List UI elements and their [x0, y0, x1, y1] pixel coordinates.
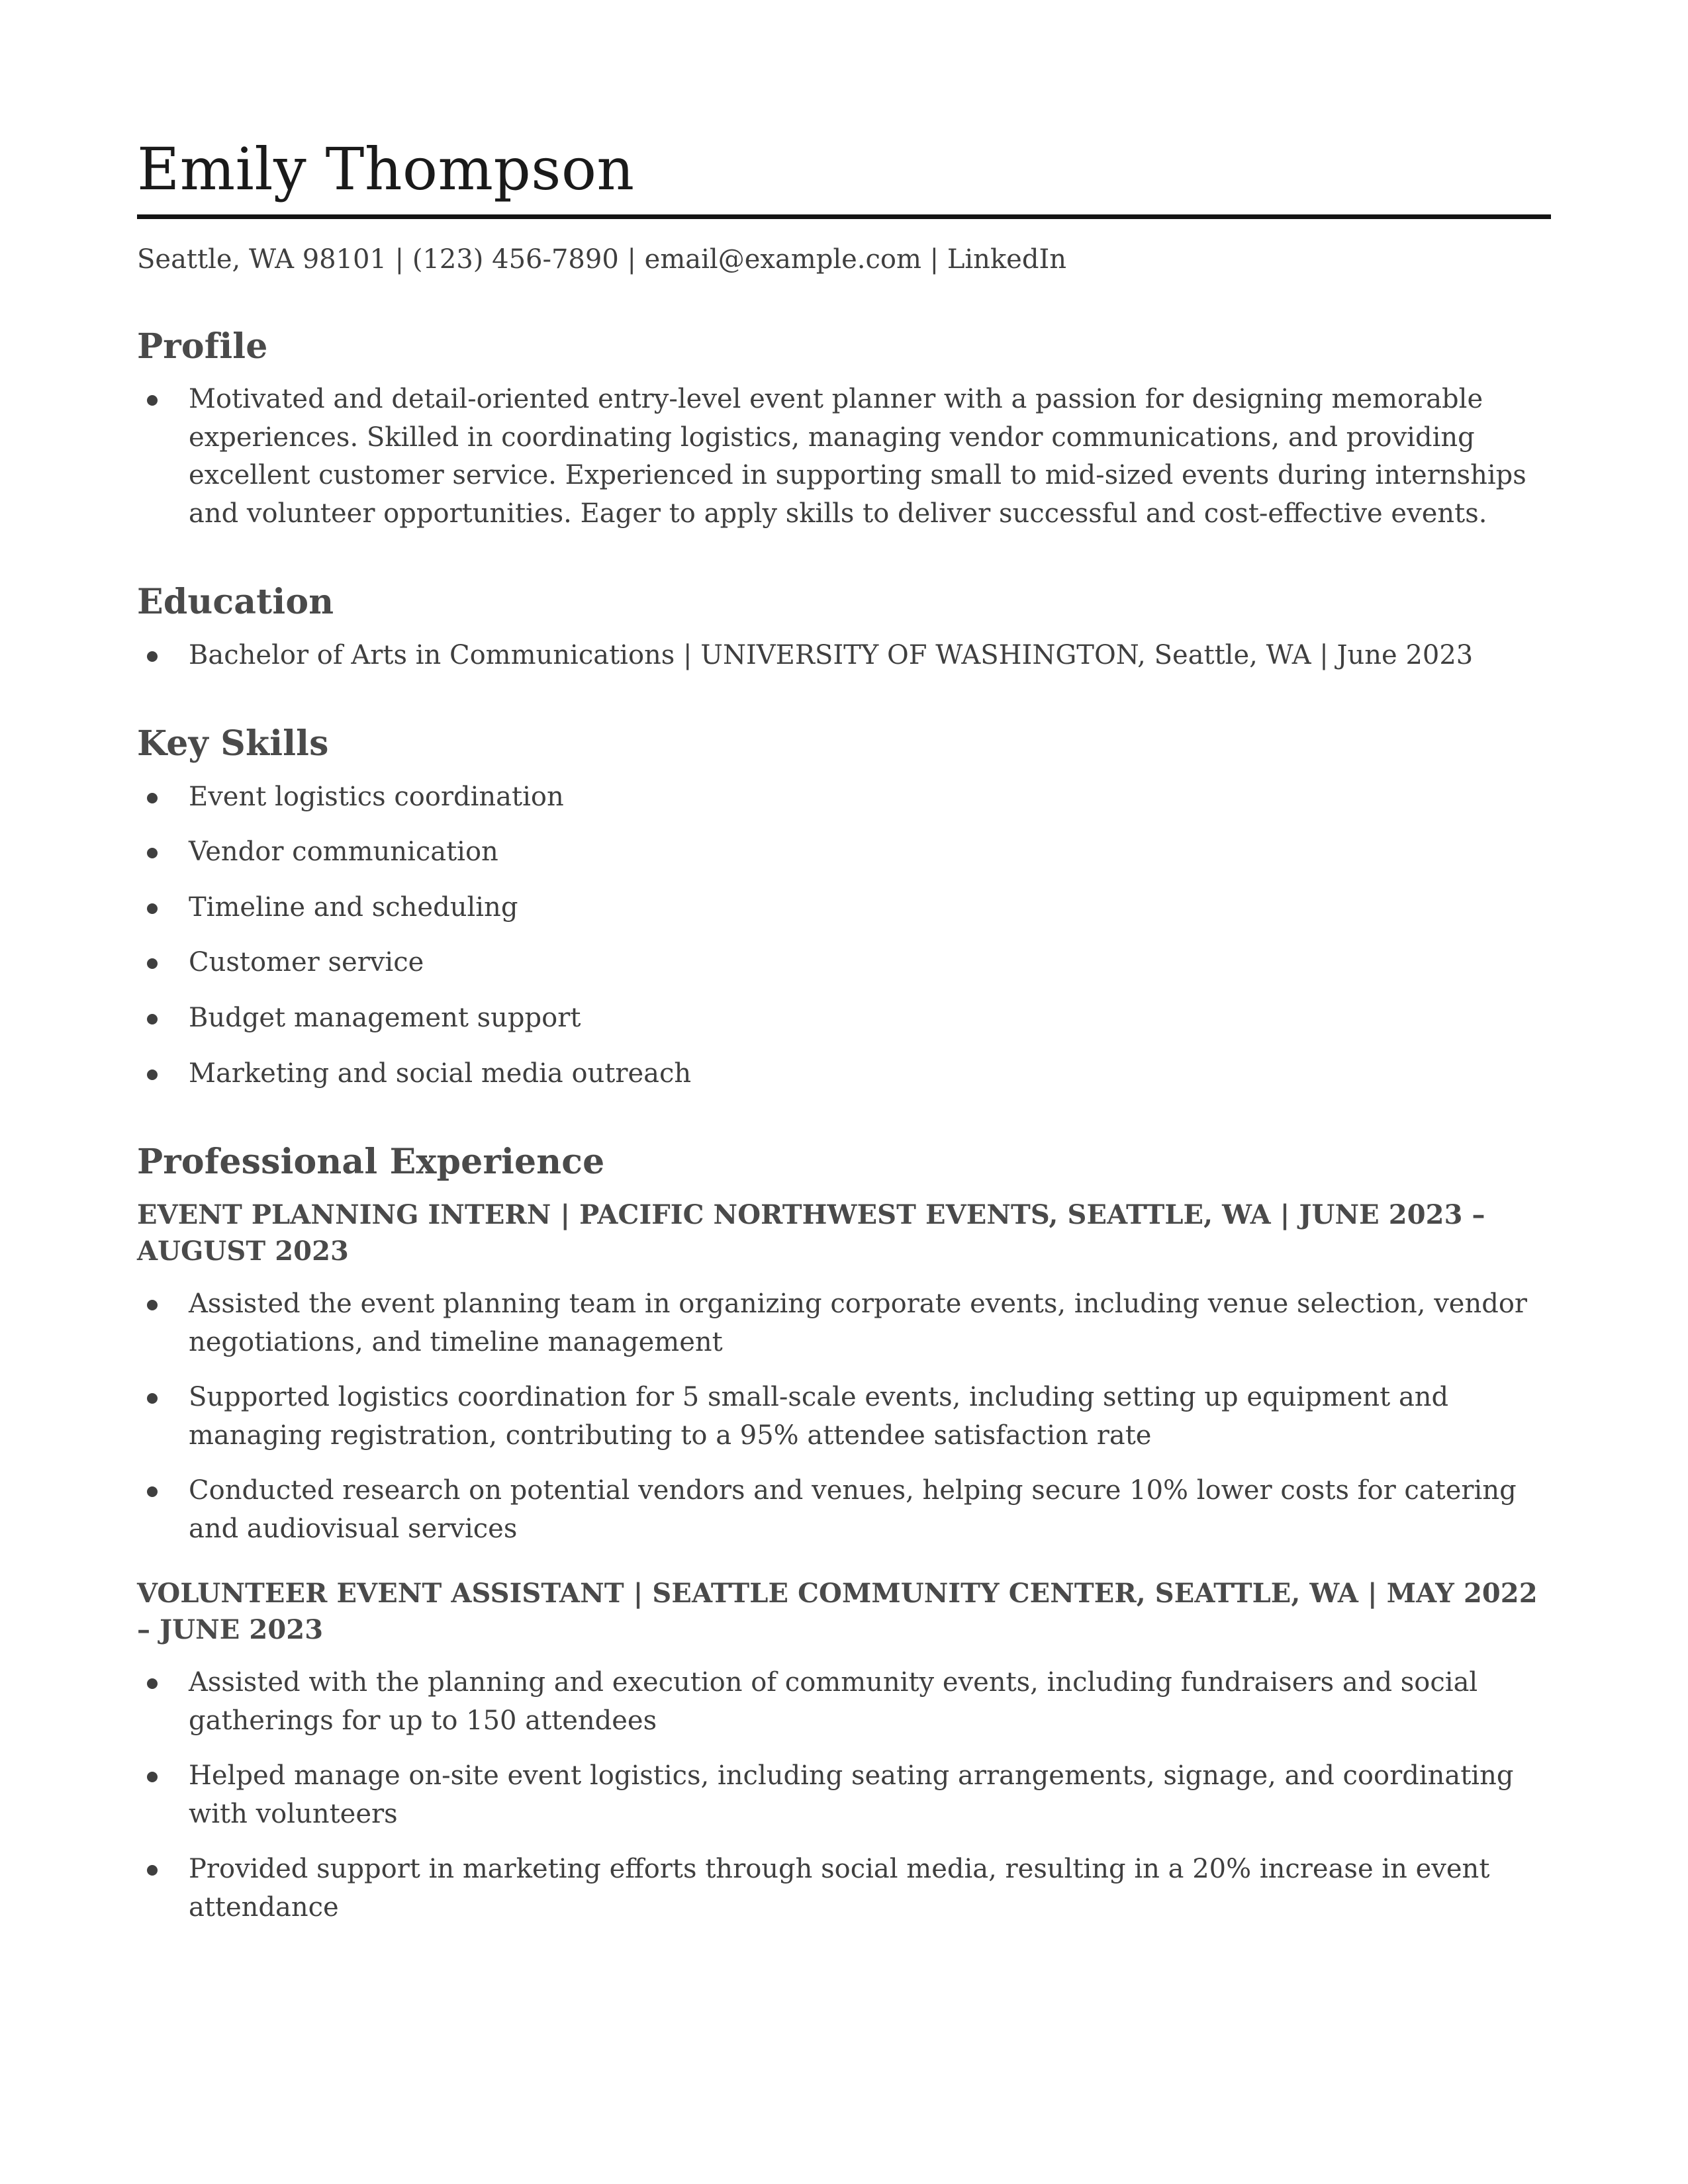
- list-item: [137, 1285, 1551, 1361]
- list-item-text: Conducted research on potential vendors and venues, helping secure 10% lower costs for catering and audiovisual services: [189, 1475, 1517, 1544]
- list-item: [137, 637, 1551, 675]
- bullet-icon: [147, 1486, 158, 1497]
- section-heading-key-skills: Key Skills: [137, 723, 329, 764]
- list-item-text: Helped manage on-site event logistics, including seating arrangements, signage, and coordinating with volunteers: [189, 1760, 1514, 1829]
- list-item: [137, 999, 1551, 1038]
- contact-info: Seattle, WA 98101 | (123) 456-7890 | email@example.com | LinkedIn: [137, 244, 1067, 275]
- bullet-icon: [147, 793, 158, 803]
- list-item: [137, 381, 1551, 533]
- list-item-text: Budget management support: [189, 1003, 581, 1034]
- experience-entry: [137, 1197, 1551, 1549]
- bullet-icon: [147, 1865, 158, 1876]
- section-key-skills: [137, 723, 1551, 1093]
- section-heading-education: Education: [137, 582, 334, 623]
- bullet-icon: [147, 903, 158, 914]
- section-heading-professional-experience: Professional Experience: [137, 1142, 605, 1183]
- experience-bullet-list: [137, 1664, 1551, 1927]
- list-item: [137, 889, 1551, 927]
- section-education: [137, 582, 1551, 674]
- list-item-text: Motivated and detail-oriented entry-level event planner with a passion for designing memorable experiences. Skilled in coordinating logistics, managing vendor communications, and providing excellent customer service. Experienced in supporting small to mid-sized events during internships and volunteer opportunities. Eager to apply skills to deliver successful and cost-effective events.: [189, 383, 1526, 529]
- experience-entry-title: EVENT PLANNING INTERN | PACIFIC NORTHWEST EVENTS, SEATTLE, WA | JUNE 2023 – AUGUST 2023: [137, 1199, 1485, 1267]
- list-item-text: Vendor communication: [189, 837, 498, 868]
- experience-entry-title: VOLUNTEER EVENT ASSISTANT | SEATTLE COMMUNITY CENTER, SEATTLE, WA | MAY 2022 – JUNE 2023: [137, 1577, 1538, 1645]
- resume-content: [137, 137, 1551, 1927]
- bullet-icon: [147, 958, 158, 969]
- bullet-icon: [147, 1069, 158, 1080]
- profile-list: [137, 381, 1551, 533]
- section-professional-experience: [137, 1142, 1551, 1927]
- list-item: [137, 778, 1551, 817]
- list-item: [137, 944, 1551, 982]
- list-item-text: Provided support in marketing efforts through social media, resulting in a 20% increase in event attendance: [189, 1854, 1490, 1923]
- section-profile: [137, 326, 1551, 533]
- list-item: [137, 1664, 1551, 1740]
- education-list: [137, 637, 1551, 675]
- candidate-name: Emily Thompson: [137, 135, 635, 203]
- list-item-text: Marketing and social media outreach: [189, 1058, 692, 1089]
- bullet-icon: [147, 1772, 158, 1782]
- list-item: [137, 1379, 1551, 1455]
- bullet-icon: [147, 1393, 158, 1404]
- list-item-text: Event logistics coordination: [189, 781, 564, 812]
- list-item: [137, 1850, 1551, 1927]
- bullet-icon: [147, 848, 158, 858]
- experience-entry: [137, 1575, 1551, 1927]
- bullet-icon: [147, 651, 158, 662]
- header-divider: [137, 214, 1551, 219]
- list-item: [137, 1055, 1551, 1093]
- bullet-icon: [147, 1014, 158, 1024]
- list-item: [137, 1472, 1551, 1548]
- bullet-icon: [147, 1300, 158, 1310]
- list-item: [137, 1757, 1551, 1833]
- list-item-text: Assisted with the planning and execution of community events, including fundraisers and social gatherings for up to 150 attendees: [189, 1666, 1478, 1736]
- list-item-text: Supported logistics coordination for 5 small-scale events, including setting up equipment and managing registration, contributing to a 95% attendee satisfaction rate: [189, 1382, 1449, 1451]
- list-item-text: Timeline and scheduling: [189, 891, 518, 923]
- list-item-text: Customer service: [189, 947, 424, 978]
- list-item-text: Assisted the event planning team in organizing corporate events, including venue selection, vendor negotiations, and timeline management: [189, 1289, 1528, 1357]
- key-skills-list: [137, 778, 1551, 1093]
- list-item: [137, 833, 1551, 872]
- section-heading-profile: Profile: [137, 326, 268, 367]
- bullet-icon: [147, 395, 158, 406]
- bullet-icon: [147, 1678, 158, 1689]
- list-item-text: Bachelor of Arts in Communications | UNIVERSITY OF WASHINGTON, Seattle, WA | June 2023: [189, 639, 1474, 670]
- experience-bullet-list: [137, 1285, 1551, 1549]
